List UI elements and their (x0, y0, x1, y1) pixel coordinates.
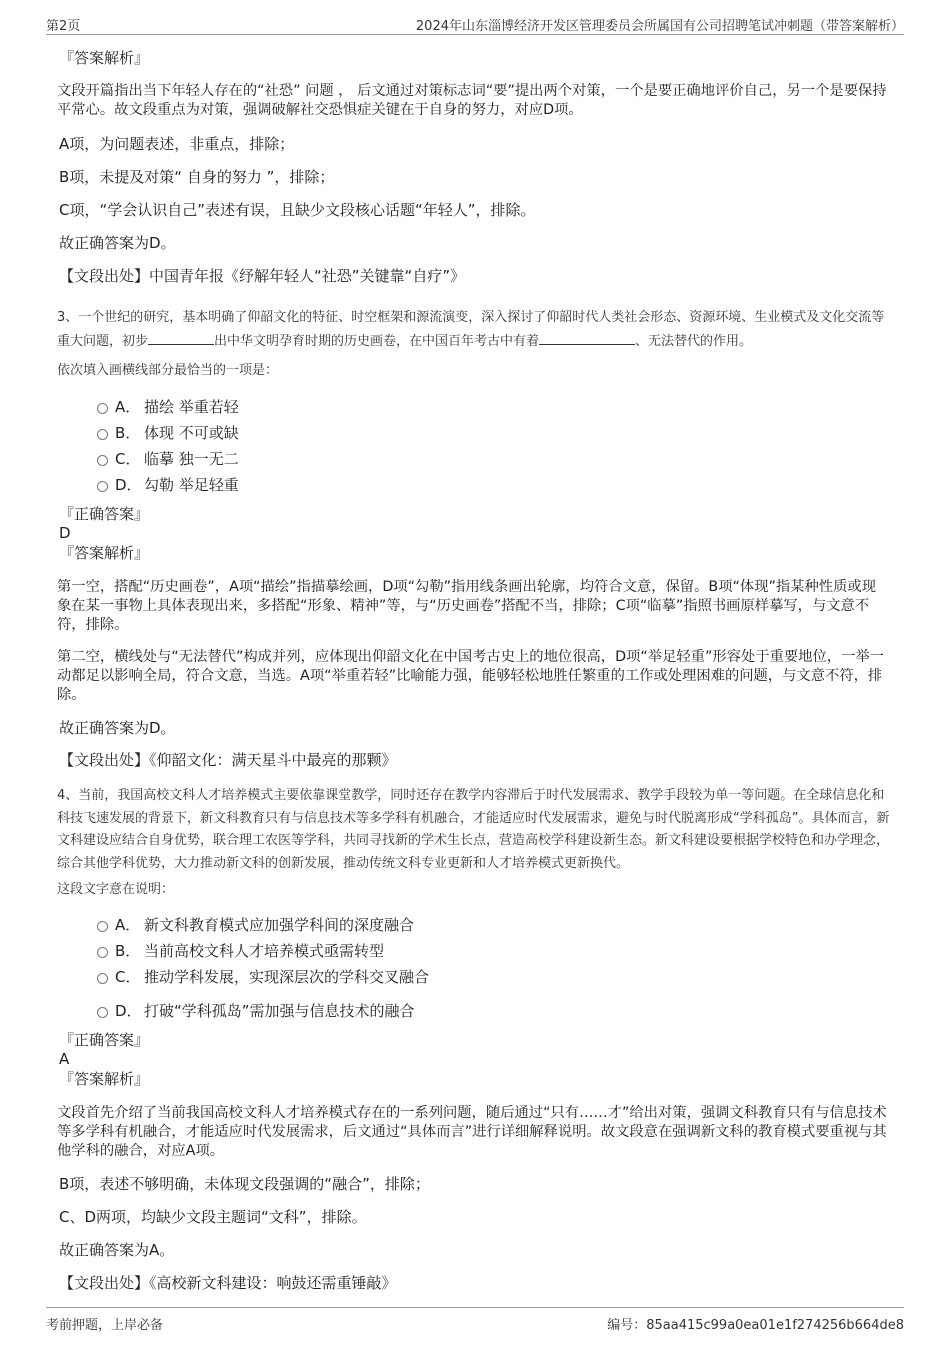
radio-icon[interactable] (97, 429, 108, 440)
q3-blank-1 (148, 330, 214, 345)
document-title: 2024年山东淄博经济开发区管理委员会所属国有公司招聘笔试冲刺题（带答案解析） (415, 19, 904, 34)
q3-analysis-paragraph-1: 第一空，搭配“历史画卷”，A项“描绘”指描摹绘画，D项“勾勒”指用线条画出轮廓，均符合文意，保留。B项“体现”指某种性质或现象在某一事物上具体表现出来，多搭配“形象、精神”等，与“历史画卷”搭配不当，排除；C项“临摹”指照书画原样摹写，与文意不符，排除。 (57, 579, 876, 633)
radio-icon[interactable] (97, 481, 108, 492)
q3-stem-part2: 出中华文明孕育时期的历史画卷，在中国百年考古中有着 (214, 333, 540, 349)
radio-icon[interactable] (97, 403, 108, 414)
q4-conclusion: 故正确答案为A。 (59, 1241, 175, 1259)
radio-icon[interactable] (97, 921, 108, 932)
q4-answer: A (59, 1050, 70, 1068)
page-footer (46, 1307, 904, 1333)
q3-conclusion: 故正确答案为D。 (59, 719, 176, 737)
q4-prompt: 这段文字意在说明： (57, 882, 175, 897)
q2-option-b-note: B项，未提及对策“ 自身的努力 ”，排除； (59, 168, 335, 186)
q4-analysis-label: 『答案解析』 (59, 1070, 150, 1088)
q2-analysis-label: 『答案解析』 (59, 49, 150, 67)
radio-icon[interactable] (97, 1007, 108, 1018)
radio-icon[interactable] (97, 455, 108, 466)
q4-source: 【文段出处】《高校新文科建设：响鼓还需重锤敲》 (59, 1274, 397, 1292)
page-number: 第2页 (46, 19, 81, 34)
footer-slogan: 考前押题，上岸必备 (46, 1318, 164, 1333)
footer-code: 编号：85aa415c99a0ea01e1f274256b664de8 (607, 1318, 904, 1333)
q2-source: 【文段出处】中国青年报《纾解年轻人“社恐”关键靠“自疗”》 (59, 267, 466, 285)
q4-analysis-paragraph: 文段首先介绍了当前我国高校文科人才培养模式存在的一系列问题，随后通过“只有……才”给出对策，强调文科教育只有与信息技术等多学科有机融合，才能适应时代发展需求，后文通过“具体而言”进行详细解释说明。故文段意在强调新文科的教育模式要重视与其他学科的融合，对应A项。 (57, 1105, 887, 1159)
q3-source: 【文段出处】《仰韶文化：满天星斗中最亮的那颗》 (59, 751, 397, 769)
q3-stem-part3: 、无法替代的作用。 (635, 333, 753, 349)
q4-stem: 4、当前，我国高校文科人才培养模式主要依靠课堂教学，同时还存在教学内容滞后于时代发展需求、教学手段较为单一等问题。在全球信息化和科技飞速发展的背景下，新文科教育只有与信息技术等多学科有机融合，才能适应时代发展需求，避免与时代脱离形成“学科孤岛”。具体而言，新文科建设应结合自身优势，联合理工农医等学科，共同寻找新的学术生长点，营造高校学科建设新生态。新文科建设要根据学校特色和办学理念，综合其他学科优势，大力推动新文科的创新发展，推动传统文科专业更新和人才培养模式更新换代。 (57, 788, 890, 871)
q4-answer-label: 『正确答案』 (59, 1031, 150, 1049)
q2-analysis-paragraph: 文段开篇指出当下年轻人存在的“社恐” 问题 ， 后文通过对策标志词“要”提出两个对策，一个是要正确地评价自己，另一个是要保持平常心。故文段重点为对策，强调破解社交恐惧症关键在于自身的努力，对应D项。 (57, 83, 887, 118)
q3-analysis-paragraph-2: 第二空，横线处与“无法替代”构成并列，应体现出仰韶文化在中国考古史上的地位很高，D项“举足轻重”形容处于重要地位，一举一动都足以影响全局，符合文意，当选。A项“举重若轻”比喻能力强，能够轻松地胜任繁重的工作或处理困难的问题，与文意不符，排除。 (57, 649, 884, 703)
q3-blank-2 (539, 330, 635, 345)
radio-icon[interactable] (97, 947, 108, 958)
q4-option-cd-note: C、D两项，均缺少文段主题词“文科”，排除。 (59, 1208, 367, 1226)
q3-answer-label: 『正确答案』 (59, 505, 150, 523)
q2-option-c-note: C项，“学会认识自己”表述有误，且缺少文段核心话题“年轻人”，排除。 (59, 201, 536, 219)
q3-stem (57, 307, 897, 353)
q3-prompt: 依次填入画横线部分最恰当的一项是： (57, 363, 279, 378)
q3-answer: D (59, 524, 71, 542)
q3-analysis-label: 『答案解析』 (59, 544, 150, 562)
q4-option-b-note: B项，表述不够明确，未体现文段强调的“融合”，排除； (59, 1175, 430, 1193)
radio-icon[interactable] (97, 973, 108, 984)
q2-option-a-note: A项，为问题表述，非重点，排除； (59, 135, 295, 153)
q2-conclusion: 故正确答案为D。 (59, 234, 176, 252)
q3-stem-part1: 3、一个世纪的研究，基本明确了仰韶文化的特征、时空框架和源流演变，深入探讨了仰韶时代人类社会形态、资源环境、生业模式及文化交流等重大问题，初步 (57, 310, 885, 349)
page-header (46, 12, 904, 35)
